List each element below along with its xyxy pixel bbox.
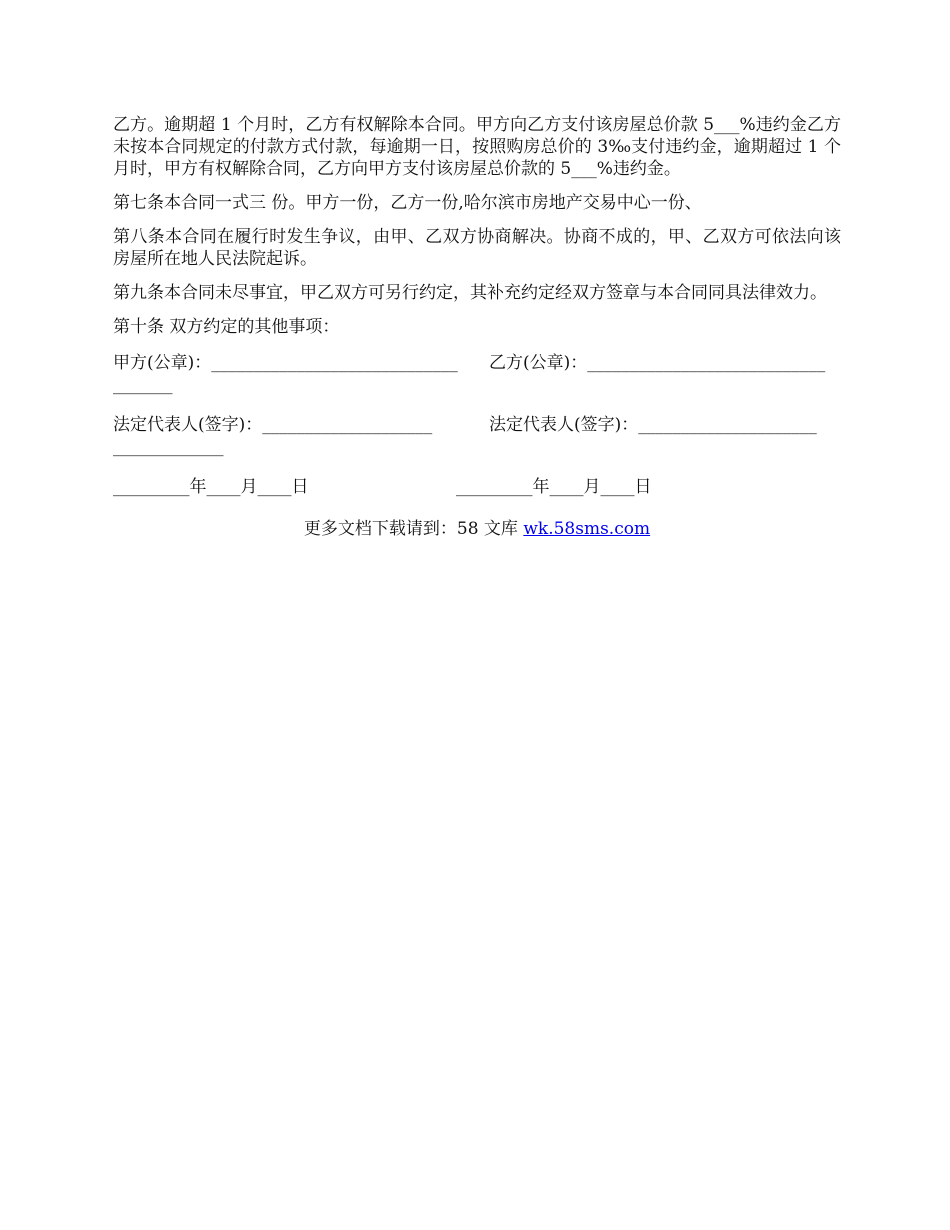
representative-row [113, 414, 841, 458]
footer [113, 518, 841, 540]
date-row [113, 476, 841, 498]
seal-row [113, 352, 841, 396]
footer-text: 更多文档下载请到：58 文库 [303, 519, 524, 539]
party-a-representative-line: 法定代表人(签字)：____________________ [113, 415, 433, 435]
paragraph-article-8: 第八条本合同在履行时发生争议，由甲、乙双方协商解决。协商不成的，甲、乙双方可依法向该房屋所在地人民法院起诉。 [113, 227, 841, 269]
paragraph-article-10: 第十条 双方约定的其他事项： [113, 317, 340, 337]
party-a-seal-line: 甲方(公章)：_____________________________ [113, 353, 458, 373]
party-b-date: _________年____月____日 [456, 477, 652, 497]
paragraph-penalty: 乙方。逾期超 1 个月时，乙方有权解除本合同。甲方向乙方支付该房屋总价款 5___%违约金乙方未按本合同规定的付款方式付款，每逾期一日，按照购房总价的 3‰支付违约金，逾期超过 1 个月时，甲方有权解除合同，乙方向甲方支付该房屋总价款的 5___%违约金。 [113, 115, 841, 179]
party-b-representative-line-continued: _____________ [113, 437, 224, 457]
footer-link[interactable]: wk.58sms.com [523, 519, 651, 539]
party-b-seal-line-continued: _______ [113, 375, 173, 395]
paragraph-article-9: 第九条本合同未尽事宜，甲乙双方可另行约定，其补充约定经双方签章与本合同同具法律效力。 [113, 283, 827, 303]
party-b-representative-line: 法定代表人(签字)：_____________________ [489, 415, 817, 435]
paragraph-article-7: 第七条本合同一式三 份。甲方一份，乙方一份,哈尔滨市房地产交易中心一份、 [113, 193, 702, 213]
party-b-seal-line: 乙方(公章)：____________________________ [489, 353, 826, 373]
party-a-date: _________年____月____日 [113, 477, 309, 497]
document-page [113, 114, 841, 540]
